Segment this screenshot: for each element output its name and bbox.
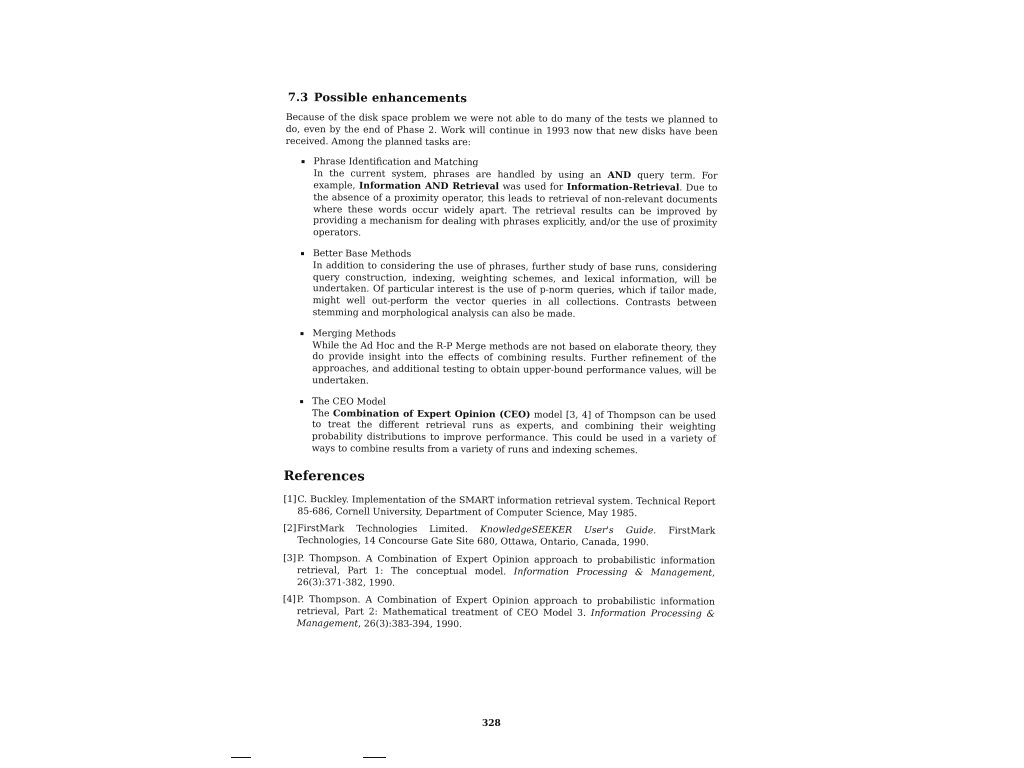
reference-italic: Information Processing & Management (296, 607, 715, 630)
section-title: Possible enhancements (313, 90, 467, 106)
text-run: The (311, 407, 334, 419)
document-page (283, 90, 718, 638)
reference-entry (283, 594, 715, 632)
bold-term: AND (607, 170, 632, 182)
item-body (313, 168, 717, 241)
reference-italic: KnowledgeSEEKER User's Guide. (480, 524, 657, 537)
enhancement-list (284, 156, 718, 457)
references-heading: References (283, 468, 365, 485)
item-title: Better Base Methods (312, 248, 412, 260)
bullet-icon (301, 332, 304, 335)
text-run: was used for (498, 181, 567, 193)
bullet-icon (301, 252, 304, 255)
text-run: . Due to the absence of a proximity operator, this leads to retrieval of non-relevant documents where these words occur widely apart. The retrieval results can be improved by providing a mechanism for dealing with phrases explicitly, and/or the use of proximity operators. (313, 182, 718, 239)
reference-text: P. Thompson. A Combination of Expert Opinion approach to probabilistic information retrieval, Part 2: Mathematical treatment of CEO Model 3. (296, 594, 715, 619)
reference-label: [1] (283, 493, 297, 505)
reference-entry (283, 494, 715, 520)
scan-mark (231, 757, 251, 758)
reference-text: , 26(3):371-382, 1990. (296, 567, 716, 589)
reference-text: , 26(3):383-394, 1990. (358, 618, 463, 630)
reference-text: P. Thompson. A Combination of Expert Opinion approach to probabilistic information retrieval, Part 1: The conceptual model. (297, 552, 716, 578)
section-intro: Because of the disk space problem we were not able to do many of the tests we planned to do, even by the end of Phase 2. Work will continue in 1993 now that new disks have been received. Among the planned tasks are: (285, 111, 718, 148)
item-body: In addition to considering the use of phrases, further study of base runs, considering query construction, indexing, weighting schemes, and lexical information, will be undertaken. Of particular interest is the use of p-norm queries, which if tailor made, might well out-perform the vector queries in all collections. Contrasts between stemming and morphological analysis can also be made. (312, 259, 717, 320)
section-heading (288, 90, 718, 107)
section-number: 7.3 (287, 90, 309, 105)
bullet-icon (300, 400, 303, 403)
item-title: Merging Methods (312, 327, 396, 340)
bullet-icon (302, 160, 305, 163)
list-item (285, 156, 717, 241)
bold-term: Information AND Retrieval (358, 180, 500, 193)
text-run: In the current system, phrases are handled by using an (313, 168, 608, 182)
text-run: model [3, 4] of Thompson can be used to treat the different retrieval runs as experts, and combining their weighting probability distributions to improve performance. This could be used in a variety of ways to combine results from a variety of runs and indexing schemes. (311, 409, 717, 457)
scan-mark (363, 757, 386, 758)
item-title: The CEO Model (312, 395, 386, 408)
page-number: 328 (482, 719, 501, 729)
item-title: Phrase Identification and Matching (313, 156, 479, 169)
list-item (284, 328, 716, 390)
list-item (284, 396, 716, 458)
reference-label: [4] (282, 594, 296, 606)
bold-term: Combination of Expert Opinion (CEO) (333, 407, 531, 421)
list-item (285, 248, 717, 321)
reference-text: FirstMark Technologies, 14 Concourse Gate Site 680, Ottawa, Ontario, Canada, 1990. (297, 525, 716, 549)
item-body: While the Ad Hoc and the R-P Merge methods are not based on elaborate theory, they do provide insight into the effects of combining results. Further refinement of the approaches, and additional testing to obtain upper-bound performance values, will be undertaken. (312, 339, 717, 387)
bold-term: Information-Retrieval (566, 181, 680, 194)
reference-label: [3] (283, 552, 297, 564)
reference-label: [2] (283, 523, 297, 535)
reference-text: C. Buckley. Implementation of the SMART information retrieval system. Technical Report 85-686, Cornell University, Department of Computer Science, May 1985. (297, 493, 716, 519)
reference-text: FirstMark Technologies Limited. (297, 523, 481, 536)
item-body (312, 408, 716, 458)
reference-italic: Information Processing & Management (513, 566, 713, 579)
reference-entry (283, 523, 715, 549)
text-run: query term. For example, (313, 170, 718, 192)
reference-entry (283, 553, 715, 591)
